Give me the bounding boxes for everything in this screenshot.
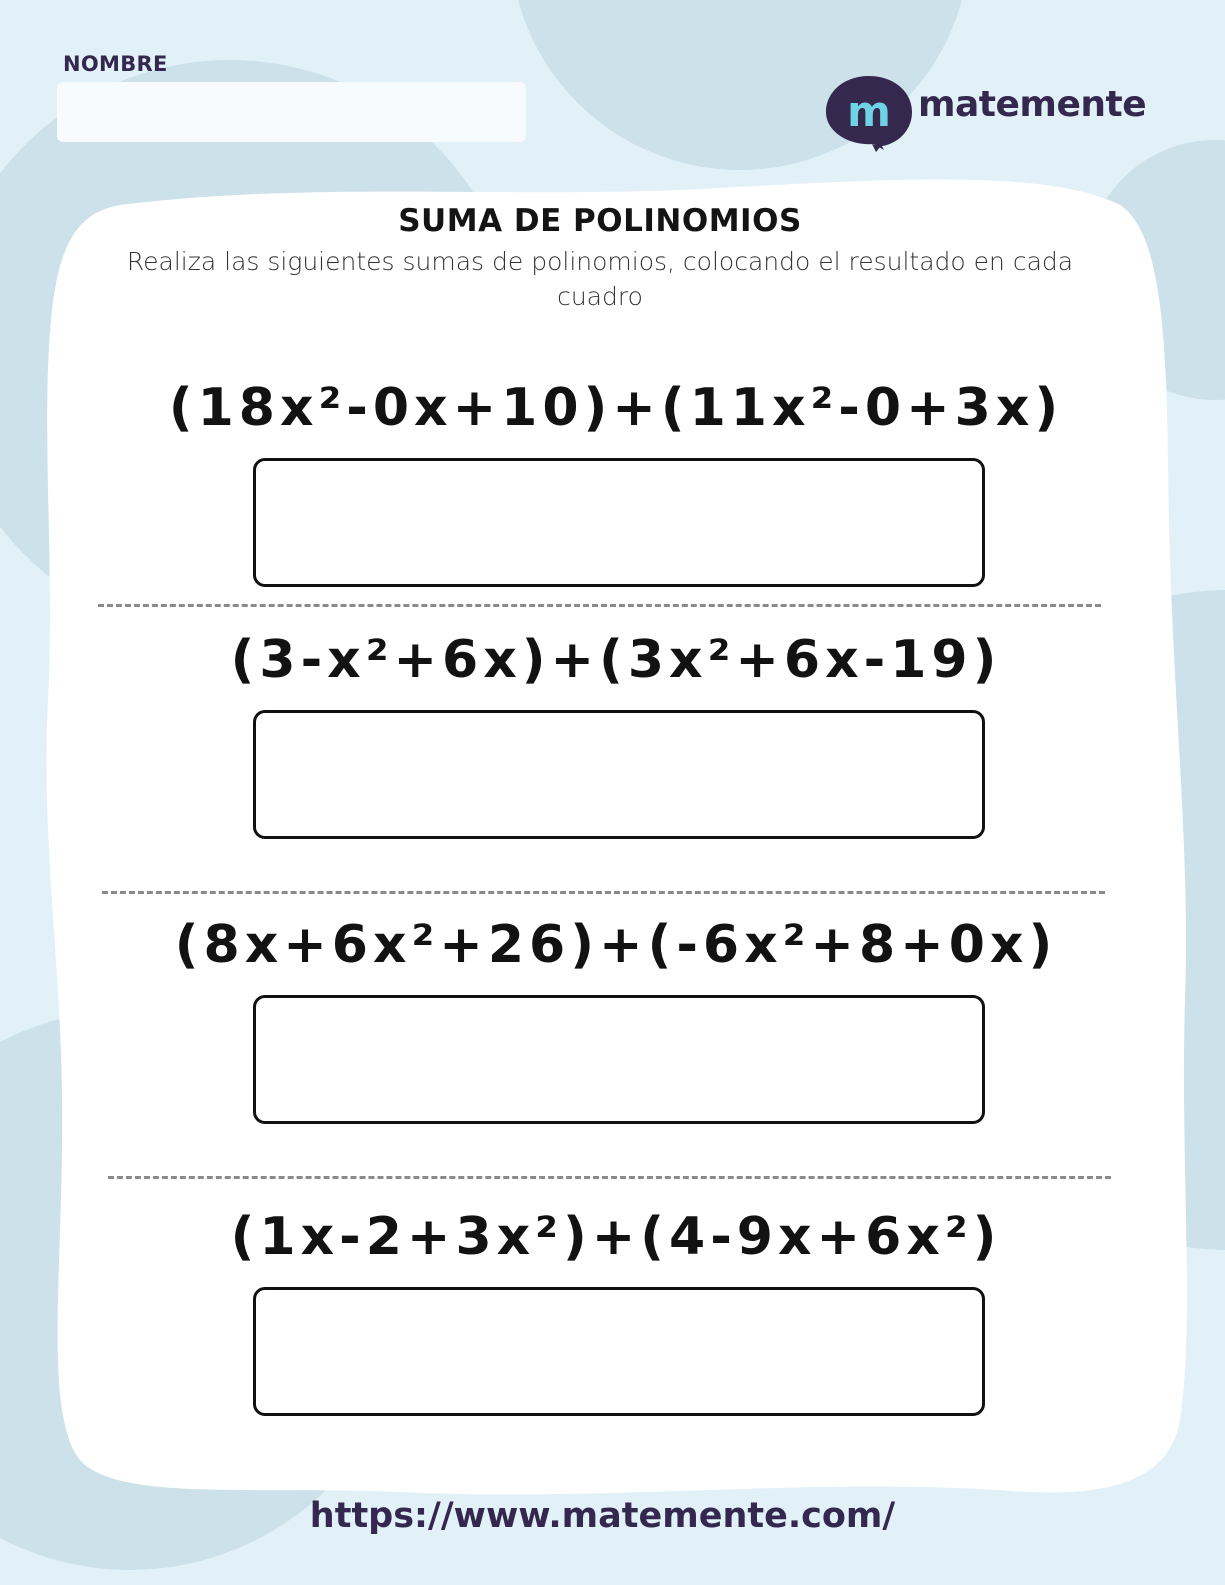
logo-letter: m <box>847 87 891 136</box>
exercise-expression: (3-x²+6x)+(3x²+6x-19) <box>230 630 1002 690</box>
exercise-expression: (8x+6x²+26)+(-6x²+8+0x) <box>174 915 1058 975</box>
exercise-expression: (1x-2+3x²)+(4-9x+6x²) <box>230 1207 1002 1267</box>
brand-logo <box>824 74 1154 154</box>
footer-url-link[interactable]: https://www.matemente.com/ <box>309 1496 896 1536</box>
instructions-text: Realiza las siguientes sumas de polinomios, colocando el resultado en cada cuadro <box>126 247 1074 311</box>
answer-box[interactable] <box>253 710 985 839</box>
dashed-divider <box>108 1176 1111 1179</box>
logo-speech-bubble-icon <box>824 74 914 154</box>
name-label: NOMBRE <box>63 52 168 76</box>
logo-wordmark: matemente <box>918 84 1147 125</box>
answer-box[interactable] <box>253 458 985 587</box>
answer-box[interactable] <box>253 995 985 1124</box>
answer-box[interactable] <box>253 1287 985 1416</box>
dashed-divider <box>102 891 1105 894</box>
dashed-divider <box>98 604 1101 607</box>
page-title: SUMA DE POLINOMIOS <box>398 203 802 239</box>
exercise-expression: (18x²-0x+10)+(11x²-0+3x) <box>168 378 1064 438</box>
name-input[interactable] <box>57 82 526 142</box>
